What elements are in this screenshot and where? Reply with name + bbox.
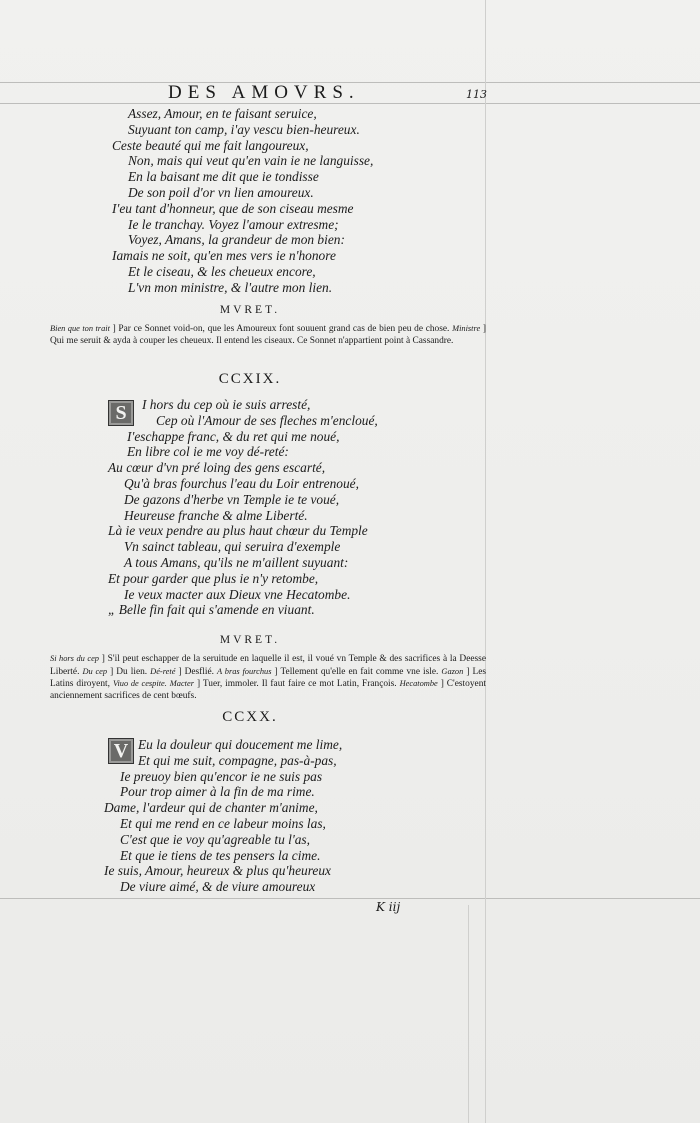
- commentary-lemma: Bien que ton trait: [50, 324, 110, 333]
- verse-line: Ceste beauté qui me fait langoureux,: [112, 137, 309, 153]
- verse-line: I'eu tant d'honneur, que de son ciseau mesme: [112, 200, 354, 216]
- verse-line: De gazons d'herbe vn Temple ie te voué,: [124, 491, 340, 507]
- commentary-block: [50, 653, 486, 702]
- verse-line: Voyez, Amans, la grandeur de mon bien:: [128, 232, 345, 248]
- commentary-lemma: Macter: [169, 679, 194, 689]
- verse-line: Qu'à bras fourchus l'eau du Loir entrenoué,: [124, 475, 359, 491]
- verse-line: En la baisant me dit que ie tondisse: [128, 169, 319, 185]
- sonnet-number: CCXIX.: [218, 371, 282, 387]
- verse-line: Et qui me suit, compagne, pas-à-pas,: [138, 752, 337, 768]
- ruled-line: [0, 898, 700, 899]
- verse-line: Assez, Amour, en te faisant seruice,: [128, 106, 317, 121]
- verse-line: Non, mais qui veut qu'en vain ie ne languisse,: [128, 153, 374, 169]
- running-title: DES AMOVRS.: [168, 82, 360, 103]
- commentary-lemma: Dé-reté: [150, 666, 176, 676]
- ruled-line: [468, 905, 469, 1123]
- commentary-text: ] Les Latins diroyent,: [50, 666, 487, 690]
- commentary-text: ] Desflié.: [175, 666, 218, 677]
- commentary-block: [50, 323, 486, 347]
- verse-line: L'vn mon ministre, & l'autre mon lien.: [128, 279, 333, 295]
- verse-line: „ Belle fin fait qui s'amende en viuant.: [108, 602, 315, 618]
- verse-line: En libre col ie me voy dé-reté:: [127, 444, 289, 460]
- verse-line: Et pour garder que plus ie n'y retombe,: [108, 570, 319, 586]
- verse-line: Ie le tranchay. Voyez l'amour extresme;: [128, 216, 339, 232]
- verse-line: Heureuse franche & alme Liberté.: [124, 507, 308, 523]
- sonnet-218-ending: [0, 106, 520, 296]
- verse-line: Iamais ne soit, qu'en mes vers ie n'honore: [112, 248, 336, 264]
- verse-line: De son poil d'or vn lien amoureux.: [128, 184, 314, 200]
- verse-line: Dame, l'ardeur qui de chanter m'anime,: [104, 800, 318, 816]
- commentary-text: ] Par ce Sonnet void-on, que les Amoureux font souuent grand cas de bien peu de chose.: [109, 324, 450, 334]
- commentary-text: ] S'il peut eschapper de la seruitude en laquelle il est, il voué vn Temple & des sacrifices à la Deesse Liberté.: [50, 654, 486, 677]
- verse-line: Eu la douleur qui doucement me lime,: [138, 737, 343, 752]
- commentary-lemma: Ministre: [452, 324, 481, 333]
- verse-line: Là ie veux pendre au plus haut chœur du Temple: [108, 523, 368, 539]
- verse-line: Et que ie tiens de tes pensers la cime.: [120, 847, 321, 863]
- commentary-text: ] Tellement qu'elle en fait comme vne isle.: [271, 666, 442, 677]
- verse-line: A tous Amans, qu'ils ne m'aillent suyuant:: [124, 554, 349, 570]
- verse-line: I'eschappe franc, & du ret qui me noué,: [127, 428, 340, 444]
- verse-line: Au cœur d'vn pré loing des gens escarté,: [108, 460, 326, 476]
- sonnet-219: [0, 397, 520, 618]
- verse-line: I hors du cep où ie suis arresté,: [142, 397, 311, 412]
- commentary-lemma: A bras fourchus: [217, 666, 272, 676]
- verse-line: Ie preuoy bien qu'encor ie ne suis pas: [120, 768, 323, 784]
- verse-line: Ie suis, Amour, heureux & plus qu'heureux: [104, 863, 331, 879]
- commentary-text: ] Du lien.: [107, 666, 151, 677]
- verse-line: De viure aimé, & de viure amoureux: [120, 879, 316, 895]
- verse-line: Et le ciseau, & les cheueux encore,: [128, 263, 316, 279]
- verse-line: C'est que ie voy qu'agreable tu l'as,: [120, 831, 310, 847]
- verse-line: Cep où l'Amour de ses fleches m'encloué,: [156, 412, 378, 428]
- commentary-text: ] C'estoyent anciennement sacrifices de cent bœufs.: [50, 679, 486, 701]
- commentary-lemma: Viuo de cespite.: [112, 679, 167, 689]
- commentary-lemma: Hecatombe: [399, 679, 438, 689]
- page-number: 113: [466, 88, 487, 101]
- commentary-title: MVRET.: [219, 634, 281, 646]
- decorated-initial: V: [108, 738, 134, 764]
- verse-line: Ie veux macter aux Dieux vne Hecatombe.: [124, 586, 351, 602]
- verse-line: Suyuant ton camp, i'ay vescu bien-heureux.: [128, 121, 360, 137]
- commentary-title: MVRET.: [219, 304, 281, 316]
- decorated-initial: S: [108, 400, 134, 426]
- commentary-text: ] Tuer, immoler. Il faut faire ce mot Latin, François.: [193, 679, 400, 690]
- commentary-lemma: Du cep: [82, 666, 108, 676]
- signature-mark: K iij: [376, 900, 401, 914]
- verse-line: Pour trop aimer à la fin de ma rime.: [120, 784, 315, 800]
- verse-line: Et qui me rend en ce labeur moins las,: [120, 815, 326, 831]
- commentary-lemma: Gazon: [441, 666, 464, 676]
- commentary-lemma: Si hors du cep: [50, 654, 99, 663]
- commentary-text: ] Qui me seruit & ayda à couper les cheueux. Il entend les ciseaux. Ce Sonnet n'appartient point à Cassandre.: [50, 324, 486, 346]
- sonnet-number: CCXX.: [222, 709, 278, 725]
- sonnet-220: [0, 737, 520, 895]
- verse-line: Vn sainct tableau, qui seruira d'exemple: [124, 539, 341, 555]
